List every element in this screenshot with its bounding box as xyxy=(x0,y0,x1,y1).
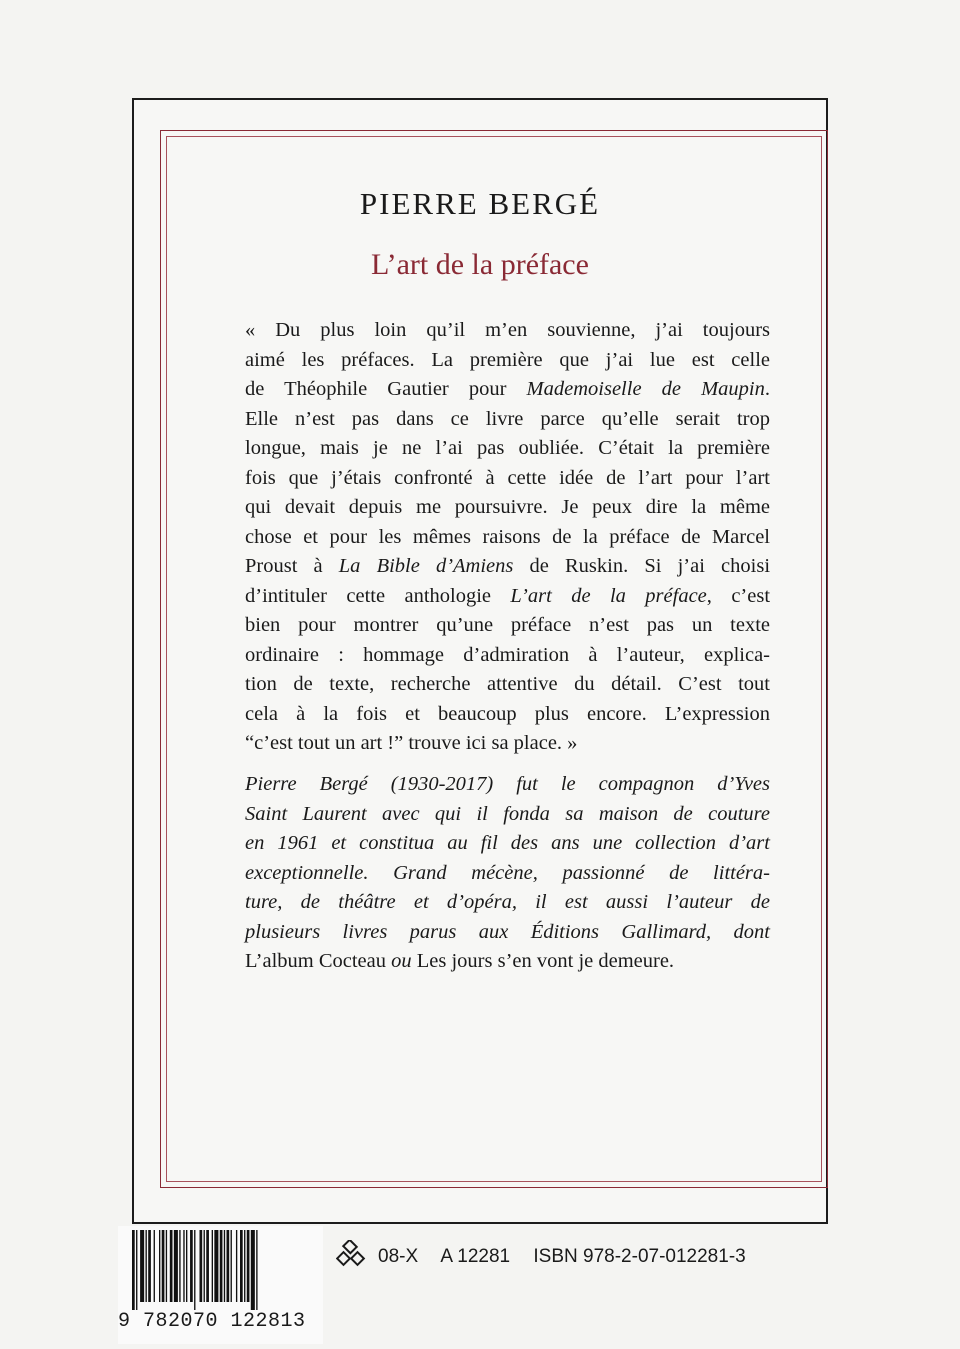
bio-line xyxy=(245,918,770,948)
bio-line xyxy=(245,770,770,800)
quote-text: bien pour montrer qu’une préface n’est pas un texte xyxy=(245,614,770,636)
quote-line xyxy=(245,700,770,730)
barcode-bar xyxy=(174,1230,178,1302)
quote-line xyxy=(245,523,770,553)
quote-line xyxy=(245,375,770,405)
gallimard-logo-icon xyxy=(336,1240,370,1272)
quote-text: d’intituler cette anthologie xyxy=(245,584,511,607)
quote-line xyxy=(245,641,770,671)
barcode-bar xyxy=(194,1230,195,1310)
barcode-bar xyxy=(159,1230,160,1302)
quote-text: “c’est tout un art !” trouve ici sa place. » xyxy=(245,732,578,754)
quote-text: aimé les préfaces. La première que j’ai lue est celle xyxy=(245,348,770,371)
bio-text: Pierre Bergé (1930-2017) fut le compagnon d’Yves xyxy=(245,773,770,795)
barcode-bar xyxy=(166,1230,167,1302)
bio-text: exceptionnelle. Grand mécène, passionné de littéra- xyxy=(245,861,770,884)
barcode-bar xyxy=(227,1230,230,1302)
barcode-bar xyxy=(148,1230,151,1302)
bio-text: Saint Laurent avec qui il fonda sa maison de couture xyxy=(245,802,770,825)
barcode-bar xyxy=(244,1230,245,1302)
barcode-bar xyxy=(154,1230,155,1302)
barcode-bar xyxy=(183,1230,184,1302)
quote-text: Proust à xyxy=(245,555,339,577)
bio-text: en 1961 et constitua au fil des ans une collection d’art xyxy=(245,832,770,854)
barcode-bar xyxy=(256,1230,257,1310)
barcode-bar xyxy=(186,1230,187,1302)
barcode-bar xyxy=(204,1230,205,1302)
product-codes xyxy=(378,1246,764,1268)
bio-line xyxy=(245,888,770,918)
quote-line xyxy=(245,493,770,523)
quote-text: de Théophile Gautier pour xyxy=(245,378,527,400)
quote-text: Mademoiselle de Maupin xyxy=(526,378,765,400)
bio-text: plusieurs livres parus aux Éditions Gallimard, dont xyxy=(245,920,770,943)
barcode-bar xyxy=(240,1230,243,1302)
barcode-digits: 9 782070 122813 xyxy=(118,1310,306,1333)
barcode-bar xyxy=(236,1230,237,1302)
quote-text: de Ruskin. Si j’ai choisi xyxy=(513,555,771,577)
bio-line xyxy=(245,859,770,889)
barcode-bar xyxy=(146,1230,147,1302)
quote-text: Elle n’est pas dans ce livre parce qu’elle serait trop xyxy=(245,407,770,430)
bio-line xyxy=(245,800,770,830)
author-biography xyxy=(245,770,770,977)
quote-text: chose et pour les mêmes raisons de la préface de Marcel xyxy=(245,525,770,548)
bio-text: ou xyxy=(386,950,417,972)
quote-text: La Bible d’Amiens xyxy=(338,555,514,577)
barcode-bar xyxy=(170,1230,173,1302)
bio-line xyxy=(245,947,770,977)
isbn: ISBN 978-2-07-012281-3 xyxy=(533,1246,746,1267)
barcode-bar xyxy=(179,1230,180,1302)
quote-line xyxy=(245,464,770,494)
author-name: PIERRE BERGÉ xyxy=(359,186,601,221)
barcode-bar xyxy=(140,1230,144,1302)
book-title: L’art de la préface xyxy=(371,248,589,281)
quote-line xyxy=(245,611,770,641)
quote-text: fois que j’étais confronté à cette idée de l’art pour l’art xyxy=(245,466,770,489)
bio-line xyxy=(245,829,770,859)
barcode-bar xyxy=(231,1230,232,1302)
quote-line xyxy=(245,729,770,759)
quote-line xyxy=(245,670,770,700)
bio-text: Les jours s’en vont je demeure. xyxy=(416,950,675,972)
barcode-bar xyxy=(206,1230,209,1302)
quote-line xyxy=(245,316,770,346)
barcode-bar xyxy=(136,1230,137,1310)
barcode-bar xyxy=(132,1230,135,1310)
quote-text: qui devait depuis me poursuivre. Je peux dire la même xyxy=(245,496,770,518)
barcode-bar xyxy=(224,1230,225,1302)
barcode-icon xyxy=(130,1230,310,1310)
bio-text: L’album Cocteau xyxy=(245,950,386,972)
quote-text: « Du plus loin qu’il m’en souvienne, j’ai toujours xyxy=(245,319,770,341)
series-code: 08-X xyxy=(378,1246,419,1267)
barcode-bar xyxy=(190,1230,193,1302)
barcode-bar xyxy=(251,1230,255,1310)
quote-text: tion de texte, recherche attentive du détail. C’est tout xyxy=(245,673,770,695)
barcode-bar xyxy=(212,1230,213,1302)
quote-text: . xyxy=(764,378,770,400)
barcode-bar xyxy=(162,1230,165,1302)
quote-paragraph xyxy=(245,316,770,759)
quote-line xyxy=(245,434,770,464)
reference-code: A 12281 xyxy=(440,1246,511,1267)
barcode-bar xyxy=(200,1230,203,1302)
barcode-bar xyxy=(220,1230,223,1302)
quote-line xyxy=(245,582,770,612)
quote-line xyxy=(245,346,770,376)
quote-line xyxy=(245,405,770,435)
bio-text: ture, de théâtre et d’opéra, il est aussi l’auteur de xyxy=(245,891,770,913)
barcode-bar xyxy=(214,1230,218,1302)
barcode-bar xyxy=(247,1230,250,1302)
quote-line xyxy=(245,552,770,582)
quote-text: , c’est xyxy=(706,584,771,607)
quote-text: longue, mais je ne l’ai pas oubliée. C’était la première xyxy=(245,437,770,459)
quote-text: L’art de la préface xyxy=(510,584,707,607)
quote-text: ordinaire : hommage d’admiration à l’auteur, explica- xyxy=(245,643,770,666)
quote-text: cela à la fois et beaucoup plus encore. L’expression xyxy=(245,702,770,725)
